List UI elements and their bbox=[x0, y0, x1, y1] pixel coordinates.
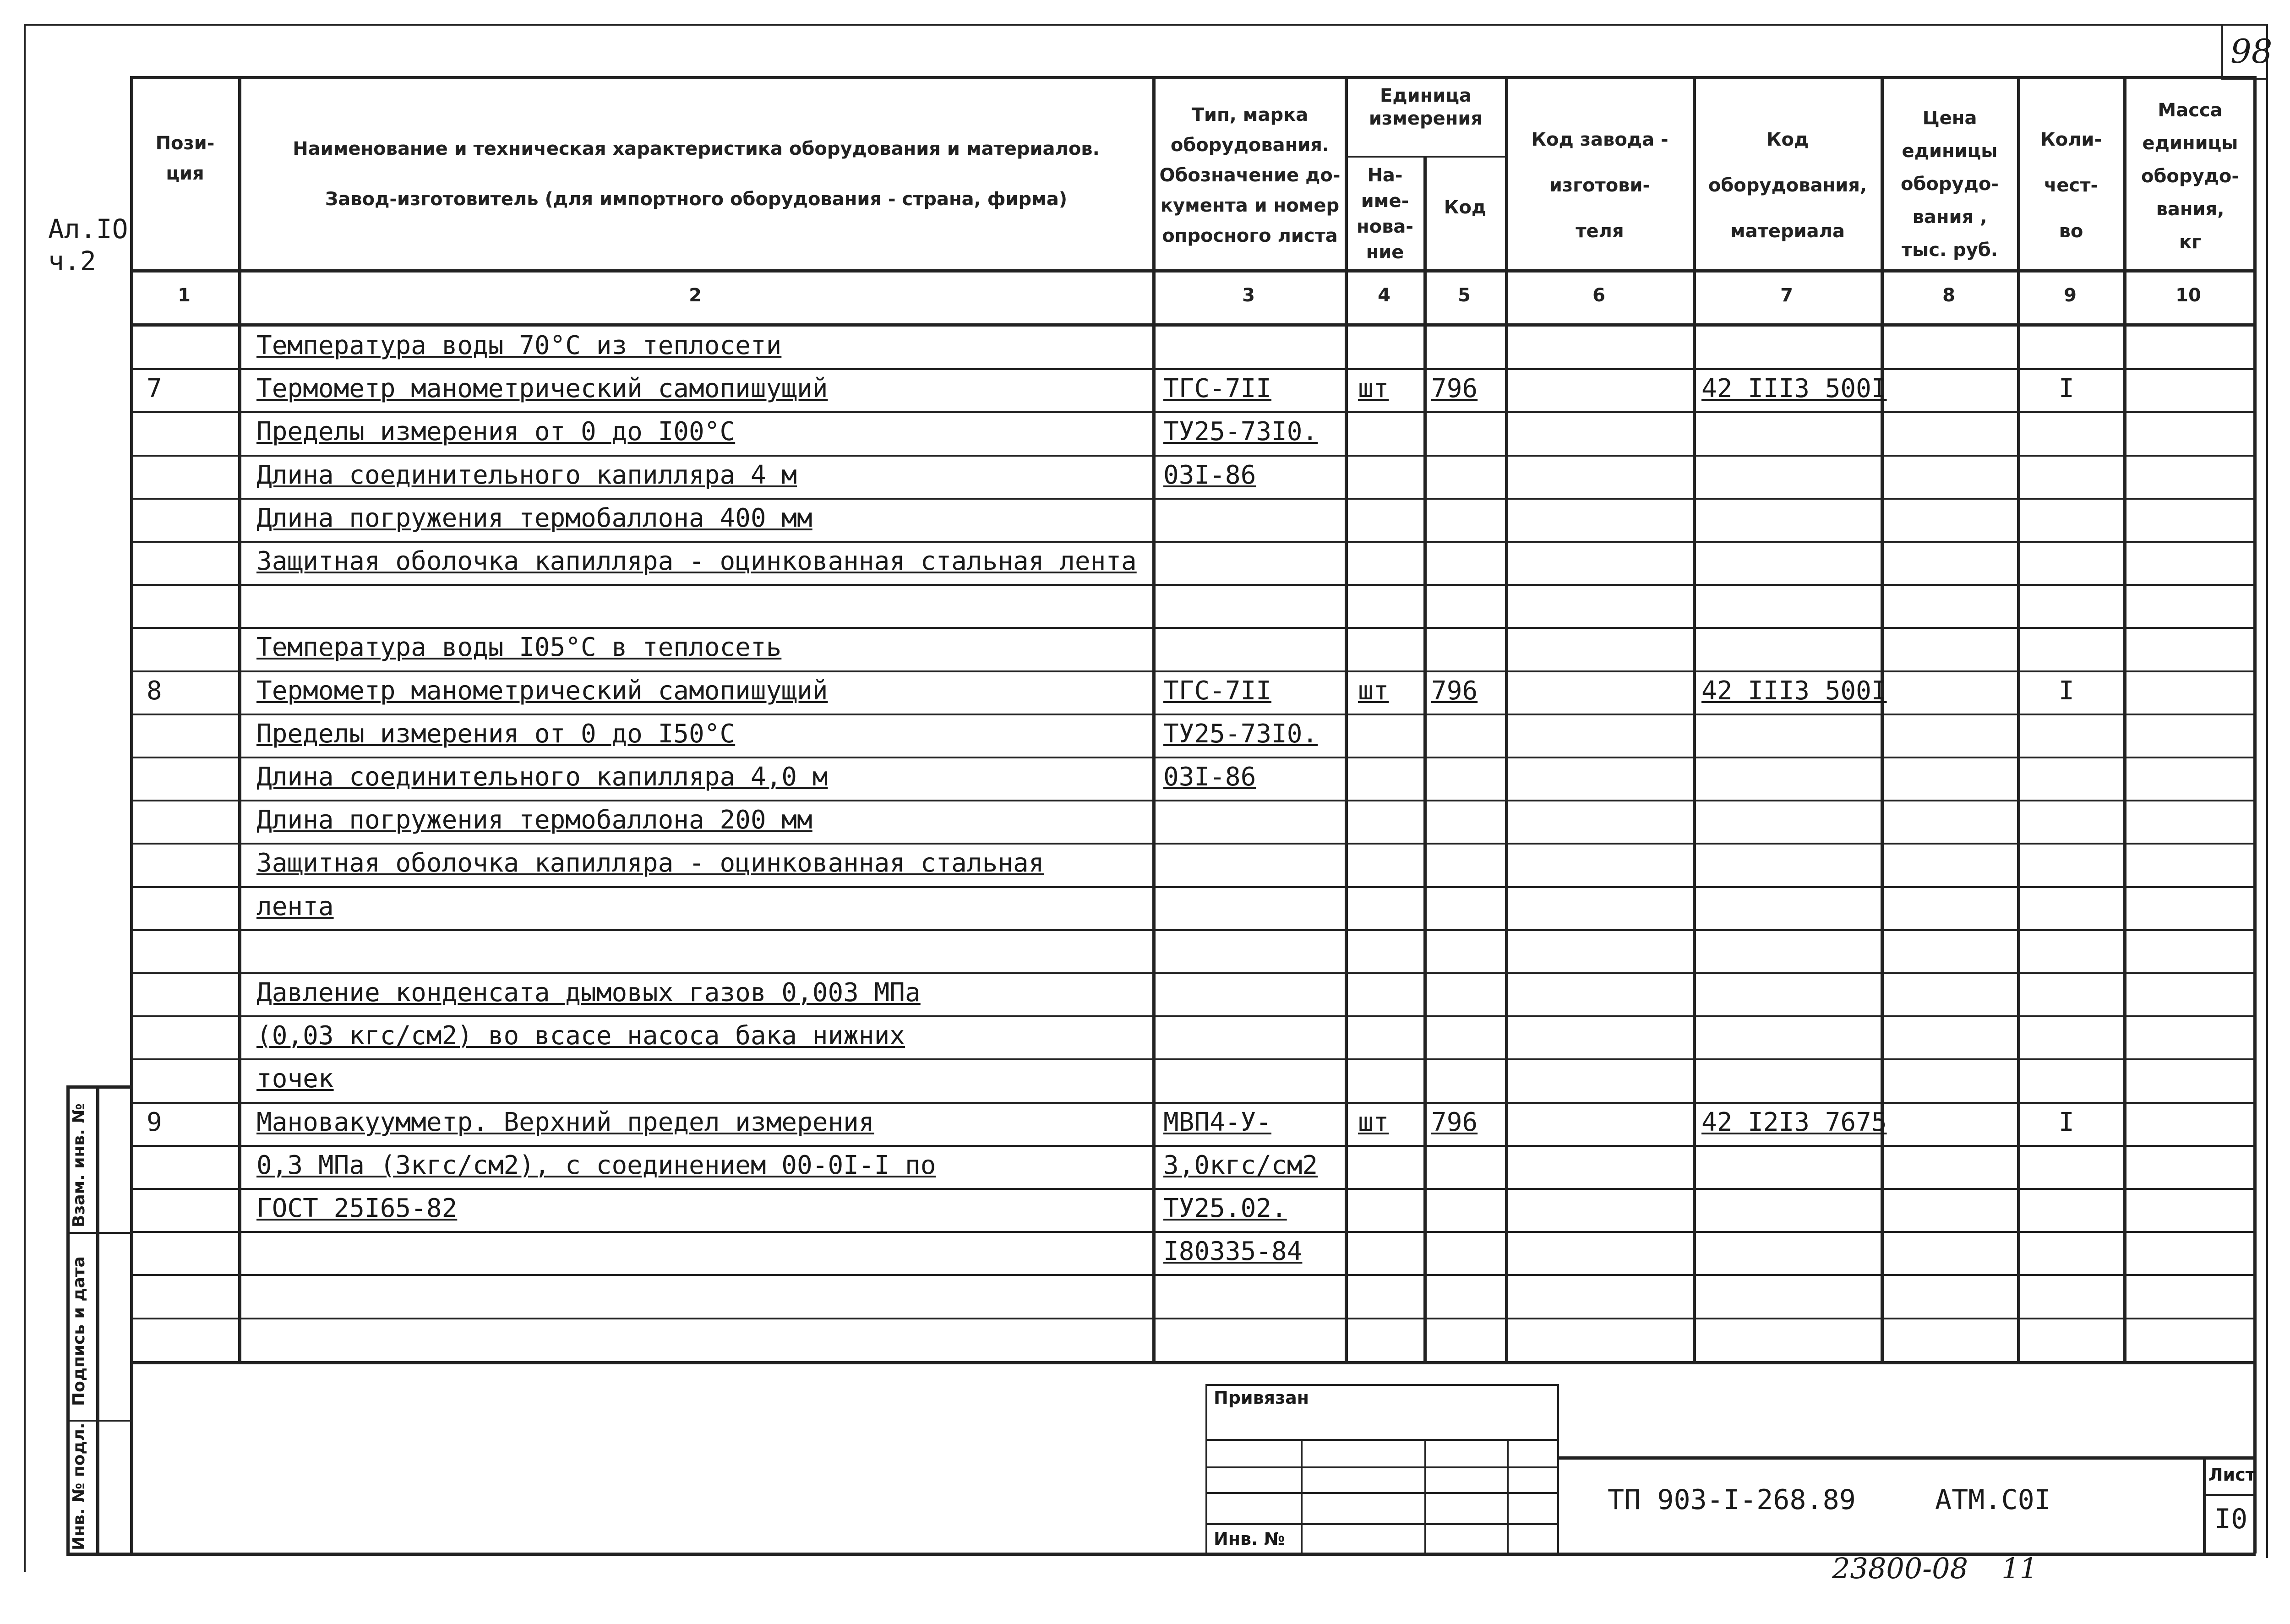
footer-sheet: 11 bbox=[2001, 1552, 2038, 1585]
row-divider bbox=[130, 627, 2255, 629]
row-name: Защитная оболочка капилляра - оцинкованная стальная bbox=[256, 848, 1044, 878]
header-col3-line2: оборудования. bbox=[1170, 135, 1330, 156]
header-col8-line3: оборудо- bbox=[1901, 174, 1999, 195]
row-name: Давление конденсата дымовых газов 0,003 МПа bbox=[256, 978, 921, 1008]
col-sep-4 bbox=[1423, 156, 1427, 1363]
header-col9 bbox=[2019, 117, 2123, 254]
row-unit-code: 796 bbox=[1431, 676, 1478, 706]
row-divider bbox=[130, 843, 2255, 845]
header-col2 bbox=[243, 124, 1150, 224]
row-type: ТГС-7II bbox=[1163, 676, 1272, 706]
row-divider bbox=[130, 1188, 2255, 1190]
col-sep-6 bbox=[1693, 76, 1696, 1363]
bound-row1 bbox=[1205, 1439, 1558, 1441]
row-type: 3,0кгс/см2 bbox=[1163, 1150, 1318, 1180]
header-col3-line5: опросного листа bbox=[1162, 225, 1338, 246]
row-name: Температура воды I05°С в теплосеть bbox=[256, 632, 782, 662]
row-divider bbox=[130, 1102, 2255, 1104]
bound-row4 bbox=[1205, 1523, 1558, 1525]
sheet-corner-number: 98 bbox=[2230, 32, 2273, 71]
row-divider bbox=[130, 1231, 2255, 1233]
bound-box-left bbox=[1205, 1384, 1207, 1553]
row-unit: шт bbox=[1358, 374, 1389, 403]
row-divider bbox=[130, 670, 2255, 672]
header-col6-line3: теля bbox=[1576, 221, 1624, 242]
bound-col3 bbox=[1507, 1439, 1509, 1553]
header-col8 bbox=[1882, 102, 2017, 267]
bound-box-top bbox=[1205, 1384, 1558, 1386]
table-right bbox=[2253, 76, 2257, 1553]
row-position: 7 bbox=[147, 374, 162, 403]
row-item-code: 42 III3 500I bbox=[1701, 676, 1887, 706]
header-col9-line2: чест- bbox=[2044, 175, 2099, 196]
frame-right bbox=[2266, 24, 2268, 1558]
bound-col2 bbox=[1424, 1439, 1426, 1553]
header-col3-line1: Тип, марка bbox=[1191, 104, 1309, 125]
row-type: 03I-86 bbox=[1163, 762, 1256, 792]
col-sep-5 bbox=[1505, 76, 1508, 1363]
row-name: Температура воды 70°С из теплосети bbox=[256, 331, 782, 360]
row-divider bbox=[130, 584, 2255, 586]
row-divider bbox=[130, 1318, 2255, 1319]
sheet-box-left bbox=[2203, 1456, 2206, 1553]
stamp-label-replace: Взам. инв. № bbox=[70, 1103, 88, 1227]
row-divider bbox=[130, 368, 2255, 370]
header-col8-line1: Цена bbox=[1922, 108, 1977, 129]
colnum-bottom bbox=[130, 323, 2255, 327]
column-number: 9 bbox=[2064, 285, 2077, 306]
header-unit-group bbox=[1347, 84, 1505, 130]
row-name: Длина соединительного капилляра 4,0 м bbox=[256, 762, 828, 792]
header-col4-line3: нова- bbox=[1356, 216, 1414, 237]
header-col7-line2: оборудования, bbox=[1708, 175, 1867, 196]
row-divider bbox=[130, 455, 2255, 457]
header-col8-line2: единицы bbox=[1902, 141, 1998, 162]
col-sep-7 bbox=[1881, 76, 1884, 1363]
row-name: лента bbox=[256, 892, 334, 921]
row-position: 9 bbox=[147, 1107, 162, 1137]
header-col3-line3: Обозначение до- bbox=[1159, 165, 1341, 186]
col-sep-8 bbox=[2017, 76, 2020, 1363]
row-name: Термометр манометрический самопишущий bbox=[256, 374, 828, 403]
row-unit-code: 796 bbox=[1431, 1107, 1478, 1137]
doc-code: ТП 903-I-268.89 bbox=[1608, 1484, 1856, 1516]
stamp-div2 bbox=[66, 1420, 131, 1422]
header-col10-line5: кг bbox=[2179, 232, 2202, 253]
header-unit-group-line1: Единица bbox=[1380, 85, 1472, 106]
stamp-label-inv: Инв. № подл. bbox=[70, 1422, 88, 1550]
header-col7-line3: материала bbox=[1730, 221, 1845, 242]
row-divider bbox=[130, 1058, 2255, 1060]
header-col7-line1: Код bbox=[1766, 129, 1809, 150]
header-col2-line1: Наименование и техническая характеристика оборудования и материалов. bbox=[293, 138, 1100, 159]
stamp-label-sign: Подпись и дата bbox=[70, 1256, 88, 1406]
row-divider bbox=[130, 929, 2255, 931]
header-col3-line4: кумента и номер bbox=[1160, 195, 1340, 216]
row-divider bbox=[130, 1015, 2255, 1017]
column-number: 3 bbox=[1242, 285, 1255, 306]
header-col8-line4: вания , bbox=[1912, 207, 1987, 228]
header-col9-line3: во bbox=[2059, 221, 2083, 242]
stamp-div1 bbox=[66, 1232, 131, 1234]
sheet-box-divider bbox=[2203, 1494, 2255, 1496]
header-col10-line1: Масса bbox=[2158, 100, 2223, 121]
row-name: Термометр манометрический самопишущий bbox=[256, 676, 828, 706]
row-divider bbox=[130, 541, 2255, 543]
row-divider bbox=[130, 1145, 2255, 1147]
bound-row2 bbox=[1205, 1466, 1558, 1468]
header-col5 bbox=[1425, 192, 1505, 223]
col-sep-2 bbox=[1152, 76, 1156, 1363]
row-name: точек bbox=[256, 1064, 334, 1094]
header-col4-line4: ние bbox=[1366, 242, 1404, 263]
row-divider bbox=[130, 411, 2255, 413]
col-sep-9 bbox=[2123, 76, 2126, 1363]
row-name: Защитная оболочка капилляра - оцинкованная стальная лента bbox=[256, 546, 1137, 576]
bound-box-right bbox=[1557, 1384, 1559, 1553]
row-unit: шт bbox=[1358, 1107, 1389, 1137]
row-type: ТУ25-73I0. bbox=[1163, 417, 1318, 447]
table-top bbox=[130, 76, 2255, 79]
row-unit: шт bbox=[1358, 676, 1389, 706]
row-type: ТГС-7II bbox=[1163, 374, 1272, 403]
row-name: Пределы измерения от 0 до I50°С bbox=[256, 719, 736, 749]
header-col7 bbox=[1695, 117, 1881, 254]
header-col4 bbox=[1347, 163, 1423, 265]
sheet-number: I0 bbox=[2214, 1503, 2248, 1535]
header-col10-line3: оборудо- bbox=[2141, 166, 2239, 187]
header-col10-line4: вания, bbox=[2156, 199, 2225, 220]
bound-row3 bbox=[1205, 1492, 1558, 1494]
header-col10-line2: единицы bbox=[2142, 133, 2238, 154]
row-divider bbox=[130, 800, 2255, 801]
sheet-label: Лист bbox=[2208, 1465, 2256, 1485]
row-divider bbox=[130, 886, 2255, 888]
side-mark-line1: Ал.IO bbox=[48, 213, 128, 245]
row-item-code: 42 I2I3 7675 bbox=[1701, 1107, 1887, 1137]
row-name: Длина погружения термобаллона 400 мм bbox=[256, 503, 812, 533]
column-number: 8 bbox=[1942, 285, 1955, 306]
column-number: 1 bbox=[178, 285, 191, 306]
col-sep-1 bbox=[238, 76, 241, 1363]
header-col9-line1: Коли- bbox=[2040, 129, 2102, 150]
row-quantity: I bbox=[2059, 676, 2074, 706]
col-sep-3 bbox=[1345, 76, 1348, 1363]
row-type: 03I-86 bbox=[1163, 460, 1256, 490]
stamp-top bbox=[66, 1085, 131, 1089]
header-unit-group-line2: измерения bbox=[1369, 108, 1483, 129]
row-type: ТУ25.02. bbox=[1163, 1193, 1287, 1223]
header-col5-line1: Код bbox=[1444, 197, 1487, 218]
row-type: ТУ25-73I0. bbox=[1163, 719, 1318, 749]
header-col1-line2: ция bbox=[166, 163, 204, 184]
doc-mark: АТМ.С0I bbox=[1935, 1484, 2051, 1516]
row-divider bbox=[130, 972, 2255, 974]
column-number: 6 bbox=[1592, 285, 1605, 306]
row-divider bbox=[130, 1274, 2255, 1276]
corner-box-left bbox=[2221, 24, 2223, 78]
frame-top bbox=[25, 24, 2267, 26]
header-bottom bbox=[130, 269, 2255, 272]
side-mark-line2: ч.2 bbox=[48, 245, 96, 277]
row-name: (0,03 кгс/см2) во всасе насоса бака нижних bbox=[256, 1021, 905, 1051]
unit-group-divider bbox=[1345, 156, 1505, 158]
header-col4-line1: На- bbox=[1367, 165, 1403, 186]
header-col3 bbox=[1157, 100, 1343, 251]
row-unit-code: 796 bbox=[1431, 374, 1478, 403]
row-name: ГОСТ 25I65-82 bbox=[256, 1193, 458, 1223]
column-number: 10 bbox=[2176, 285, 2201, 306]
stamp-left bbox=[66, 1085, 70, 1553]
row-type: МВП4-У- bbox=[1163, 1107, 1272, 1137]
header-col8-line5: тыс. руб. bbox=[1901, 240, 1998, 261]
bound-label: Привязан bbox=[1214, 1388, 1309, 1408]
row-name: Длина соединительного капилляра 4 м bbox=[256, 460, 797, 490]
row-divider bbox=[130, 757, 2255, 758]
footer-number: 23800-08 bbox=[1832, 1552, 1968, 1585]
table-bottom bbox=[130, 1361, 2255, 1364]
row-name: Мановакуумметр. Верхний предел измерения bbox=[256, 1107, 874, 1137]
side-mark bbox=[48, 213, 128, 277]
row-name: Длина погружения термобаллона 200 мм bbox=[256, 805, 812, 835]
row-name: 0,3 МПа (3кгс/см2), с соединением 00-0I-I по bbox=[256, 1150, 936, 1180]
header-col6-line2: изготови- bbox=[1549, 175, 1651, 196]
row-quantity: I bbox=[2059, 374, 2074, 403]
column-number: 5 bbox=[1458, 285, 1471, 306]
header-col1 bbox=[133, 128, 237, 189]
header-col6-line1: Код завода - bbox=[1531, 129, 1668, 150]
row-divider bbox=[130, 714, 2255, 715]
row-item-code: 42 III3 500I bbox=[1701, 374, 1887, 403]
row-type: I80335-84 bbox=[1163, 1237, 1303, 1266]
frame-left-edge bbox=[24, 24, 26, 1572]
title-top bbox=[1557, 1456, 2255, 1460]
row-position: 8 bbox=[147, 676, 162, 706]
row-quantity: I bbox=[2059, 1107, 2074, 1137]
bound-col1 bbox=[1301, 1439, 1303, 1553]
header-col1-line1: Пози- bbox=[155, 133, 215, 154]
header-col6 bbox=[1507, 117, 1693, 254]
column-number: 4 bbox=[1378, 285, 1390, 306]
column-number: 7 bbox=[1780, 285, 1793, 306]
header-col2-line2: Завод-изготовитель (для импортного оборудования - страна, фирма) bbox=[325, 189, 1068, 210]
stamp-mid bbox=[96, 1085, 99, 1553]
row-divider bbox=[130, 498, 2255, 500]
column-number: 2 bbox=[689, 285, 702, 306]
row-name: Пределы измерения от 0 до I00°С bbox=[256, 417, 736, 447]
header-col10 bbox=[2125, 94, 2255, 259]
inv-label: Инв. № bbox=[1214, 1529, 1285, 1549]
header-col4-line2: име- bbox=[1361, 191, 1409, 212]
